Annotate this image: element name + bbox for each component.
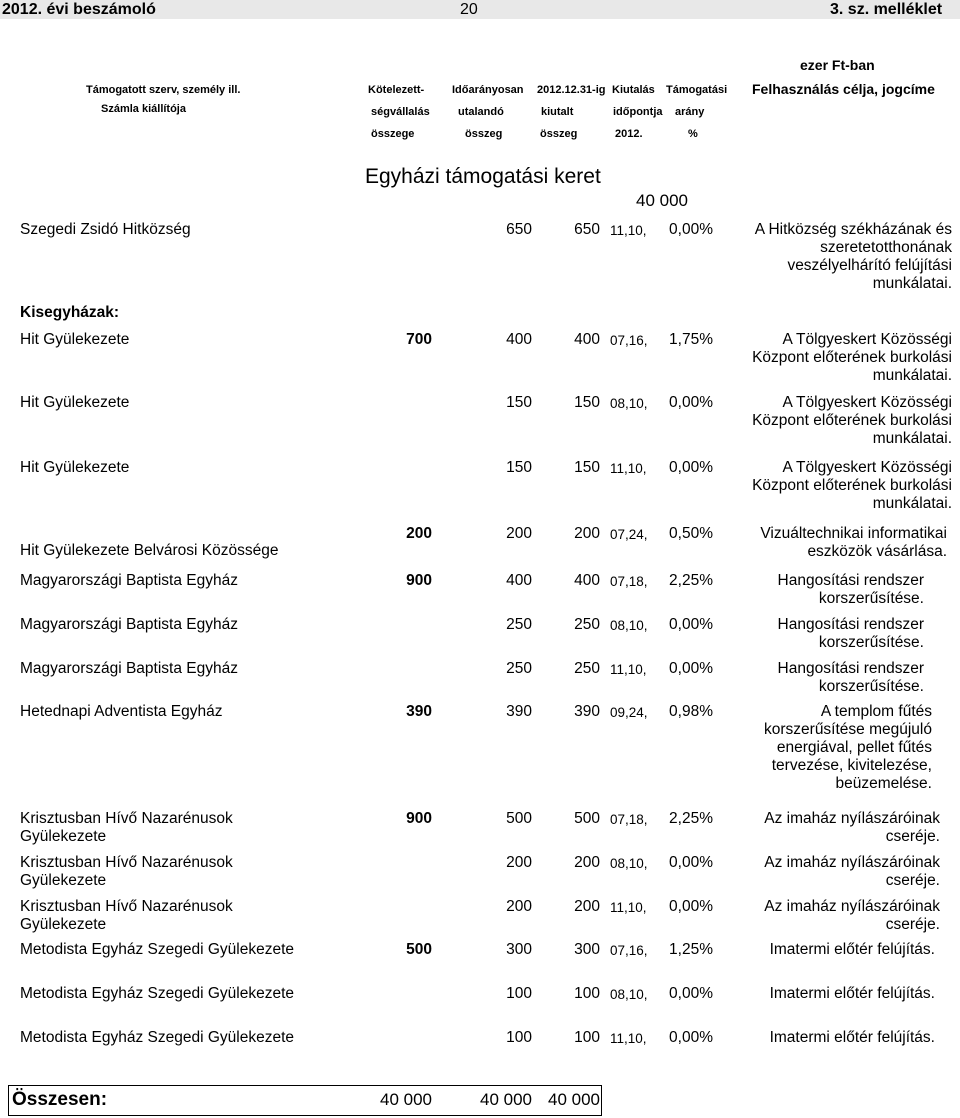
row-ratio: 0,00% xyxy=(669,898,713,915)
row-name: Hit Gyülekezete xyxy=(20,331,130,348)
col-committed-line3: összege xyxy=(371,128,415,140)
row-payout-date: 07,16, xyxy=(610,943,648,958)
row-payout-date: 08,10, xyxy=(610,396,648,411)
row-prorated: 200 xyxy=(506,854,532,871)
row-prorated: 650 xyxy=(506,221,532,238)
row-purpose: Imatermi előtér felújítás. xyxy=(769,941,935,958)
row-committed: 390 xyxy=(406,703,432,720)
row-payout-date: 07,24, xyxy=(610,527,648,542)
row-name: Metodista Egyház Szegedi Gyülekezete xyxy=(20,1029,294,1046)
row-committed: 500 xyxy=(406,941,432,958)
row-ratio: 0,00% xyxy=(669,459,713,476)
row-ratio: 2,25% xyxy=(669,572,713,589)
row-prorated: 400 xyxy=(506,572,532,589)
row-prorated: 250 xyxy=(506,660,532,677)
row-purpose: A Hitközség székházának és szeretetotthonának veszélyelhárító felújítási munkálatai. xyxy=(754,221,952,292)
row-purpose: Imatermi előtér felújítás. xyxy=(769,1029,935,1046)
row-prorated: 200 xyxy=(506,525,532,542)
col-paid-line2: kiutalt xyxy=(541,106,574,118)
col-committed-line2: ségvállalás xyxy=(371,106,430,118)
row-prorated: 100 xyxy=(506,985,532,1002)
row-name: Hit Gyülekezete xyxy=(20,394,130,411)
row-ratio: 0,00% xyxy=(669,985,713,1002)
section-title: Egyházi támogatási keret xyxy=(365,165,601,188)
row-payout-date: 07,18, xyxy=(610,574,648,589)
row-name: Metodista Egyház Szegedi Gyülekezete xyxy=(20,941,294,958)
row-committed: 700 xyxy=(406,331,432,348)
row-name: Hit Gyülekezete xyxy=(20,459,130,476)
row-paid: 200 xyxy=(574,854,600,871)
row-paid: 250 xyxy=(574,616,600,633)
row-prorated: 150 xyxy=(506,394,532,411)
row-payout-date: 08,10, xyxy=(610,987,648,1002)
subheading-small-churches: Kisegyházak: xyxy=(20,304,120,321)
row-committed: 900 xyxy=(406,572,432,589)
row-committed: 200 xyxy=(406,525,432,542)
row-name: Krisztusban Hívő Nazarénusok Gyülekezete xyxy=(20,898,233,933)
row-purpose: Az imaház nyílászáróinak cseréje. xyxy=(764,854,940,889)
col-payout-line2: időpontja xyxy=(613,106,663,118)
col-payout-line1: Kiutalás xyxy=(612,84,655,96)
row-paid: 500 xyxy=(574,810,600,827)
row-prorated: 300 xyxy=(506,941,532,958)
row-ratio: 0,00% xyxy=(669,854,713,871)
col-prorated-line1: Időarányosan xyxy=(452,84,524,96)
col-ratio-line3: % xyxy=(688,128,698,140)
row-paid: 150 xyxy=(574,459,600,476)
report-title: 2012. évi beszámoló xyxy=(2,1,156,18)
row-paid: 400 xyxy=(574,331,600,348)
row-payout-date: 08,10, xyxy=(610,618,648,633)
row-prorated: 400 xyxy=(506,331,532,348)
section-amount: 40 000 xyxy=(636,191,688,210)
col-purpose: Felhasználás célja, jogcíme xyxy=(752,81,935,97)
row-name: Hetednapi Adventista Egyház xyxy=(20,703,223,720)
row-purpose: Vizuáltechnikai informatikai eszközök vásárlása. xyxy=(760,525,947,560)
row-paid: 150 xyxy=(574,394,600,411)
row-ratio: 0,00% xyxy=(669,1029,713,1046)
row-purpose: Az imaház nyílászáróinak cseréje. xyxy=(764,810,940,845)
total-label: Összesen: xyxy=(12,1089,108,1110)
row-paid: 390 xyxy=(574,703,600,720)
row-payout-date: 11,10, xyxy=(610,900,647,915)
row-name: Hit Gyülekezete Belvárosi Közössége xyxy=(20,542,279,559)
row-ratio: 0,98% xyxy=(669,703,713,720)
row-payout-date: 11,10, xyxy=(610,461,647,476)
currency-note: ezer Ft-ban xyxy=(800,57,875,73)
col-paid-line1: 2012.12.31-ig xyxy=(537,84,606,96)
row-paid: 100 xyxy=(574,985,600,1002)
row-purpose: Imatermi előtér felújítás. xyxy=(769,985,935,1002)
col-paid-line3: összeg xyxy=(540,128,578,140)
row-prorated: 150 xyxy=(506,459,532,476)
total-prorated: 40 000 xyxy=(480,1090,532,1109)
row-payout-date: 08,10, xyxy=(610,856,648,871)
row-purpose: A Tölgyeskert Közösségi Központ előterének burkolási munkálatai. xyxy=(752,331,952,384)
row-name: Metodista Egyház Szegedi Gyülekezete xyxy=(20,985,294,1002)
attachment-label: 3. sz. melléklet xyxy=(830,1,943,18)
row-payout-date: 07,16, xyxy=(610,333,648,348)
row-ratio: 0,00% xyxy=(669,616,713,633)
row-name: Krisztusban Hívő Nazarénusok Gyülekezete xyxy=(20,854,233,889)
col-prorated-line3: összeg xyxy=(465,128,503,140)
row-ratio: 2,25% xyxy=(669,810,713,827)
row-name: Magyarországi Baptista Egyház xyxy=(20,616,238,633)
row-purpose: Hangosítási rendszer korszerűsítése. xyxy=(777,616,924,651)
row-paid: 300 xyxy=(574,941,600,958)
row-purpose: A Tölgyeskert Közösségi Központ előterének burkolási munkálatai. xyxy=(752,459,952,512)
row-paid: 200 xyxy=(574,898,600,915)
row-name: Magyarországi Baptista Egyház xyxy=(20,660,238,677)
row-payout-date: 11,10, xyxy=(610,662,647,677)
row-purpose: A Tölgyeskert Közösségi Központ előterének burkolási munkálatai. xyxy=(752,394,952,447)
row-prorated: 390 xyxy=(506,703,532,720)
page-number: 20 xyxy=(460,1,478,18)
row-prorated: 500 xyxy=(506,810,532,827)
col-supported-line1: Támogatott szerv, személy ill. xyxy=(86,84,241,96)
col-committed-line1: Kötelezett- xyxy=(368,84,425,96)
row-ratio: 0,50% xyxy=(669,525,713,542)
total-paid: 40 000 xyxy=(548,1090,600,1109)
row-payout-date: 09,24, xyxy=(610,705,648,720)
row-purpose: Hangosítási rendszer korszerűsítése. xyxy=(777,572,924,607)
row-purpose: Az imaház nyílászáróinak cseréje. xyxy=(764,898,940,933)
row-committed: 900 xyxy=(406,810,432,827)
row-paid: 650 xyxy=(574,221,600,238)
row-paid: 200 xyxy=(574,525,600,542)
row-ratio: 0,00% xyxy=(669,221,713,238)
row-ratio: 1,25% xyxy=(669,941,713,958)
row-ratio: 0,00% xyxy=(669,394,713,411)
row-ratio: 0,00% xyxy=(669,660,713,677)
col-supported-line2: Számla kiállítója xyxy=(101,103,186,115)
row-name: Magyarországi Baptista Egyház xyxy=(20,572,238,589)
row-purpose: Hangosítási rendszer korszerűsítése. xyxy=(777,660,924,695)
row-name: Szegedi Zsidó Hitközség xyxy=(20,221,191,238)
col-payout-line3: 2012. xyxy=(615,128,643,140)
row-payout-date: 11,10, xyxy=(610,223,647,238)
row-ratio: 1,75% xyxy=(669,331,713,348)
total-committed: 40 000 xyxy=(380,1090,432,1109)
row-name: Krisztusban Hívő Nazarénusok Gyülekezete xyxy=(20,810,233,845)
row-payout-date: 07,18, xyxy=(610,812,648,827)
row-paid: 400 xyxy=(574,572,600,589)
row-paid: 250 xyxy=(574,660,600,677)
col-prorated-line2: utalandó xyxy=(458,106,504,118)
row-prorated: 250 xyxy=(506,616,532,633)
row-paid: 100 xyxy=(574,1029,600,1046)
row-prorated: 200 xyxy=(506,898,532,915)
row-prorated: 100 xyxy=(506,1029,532,1046)
row-purpose: A templom fűtés korszerűsítése megújuló energiával, pellet fűtés tervezése, kivitelezése, beüzemelése. xyxy=(764,703,932,792)
row-payout-date: 11,10, xyxy=(610,1031,647,1046)
col-ratio-line1: Támogatási xyxy=(666,84,728,96)
header-bar xyxy=(0,0,960,19)
col-ratio-line2: arány xyxy=(675,106,705,118)
